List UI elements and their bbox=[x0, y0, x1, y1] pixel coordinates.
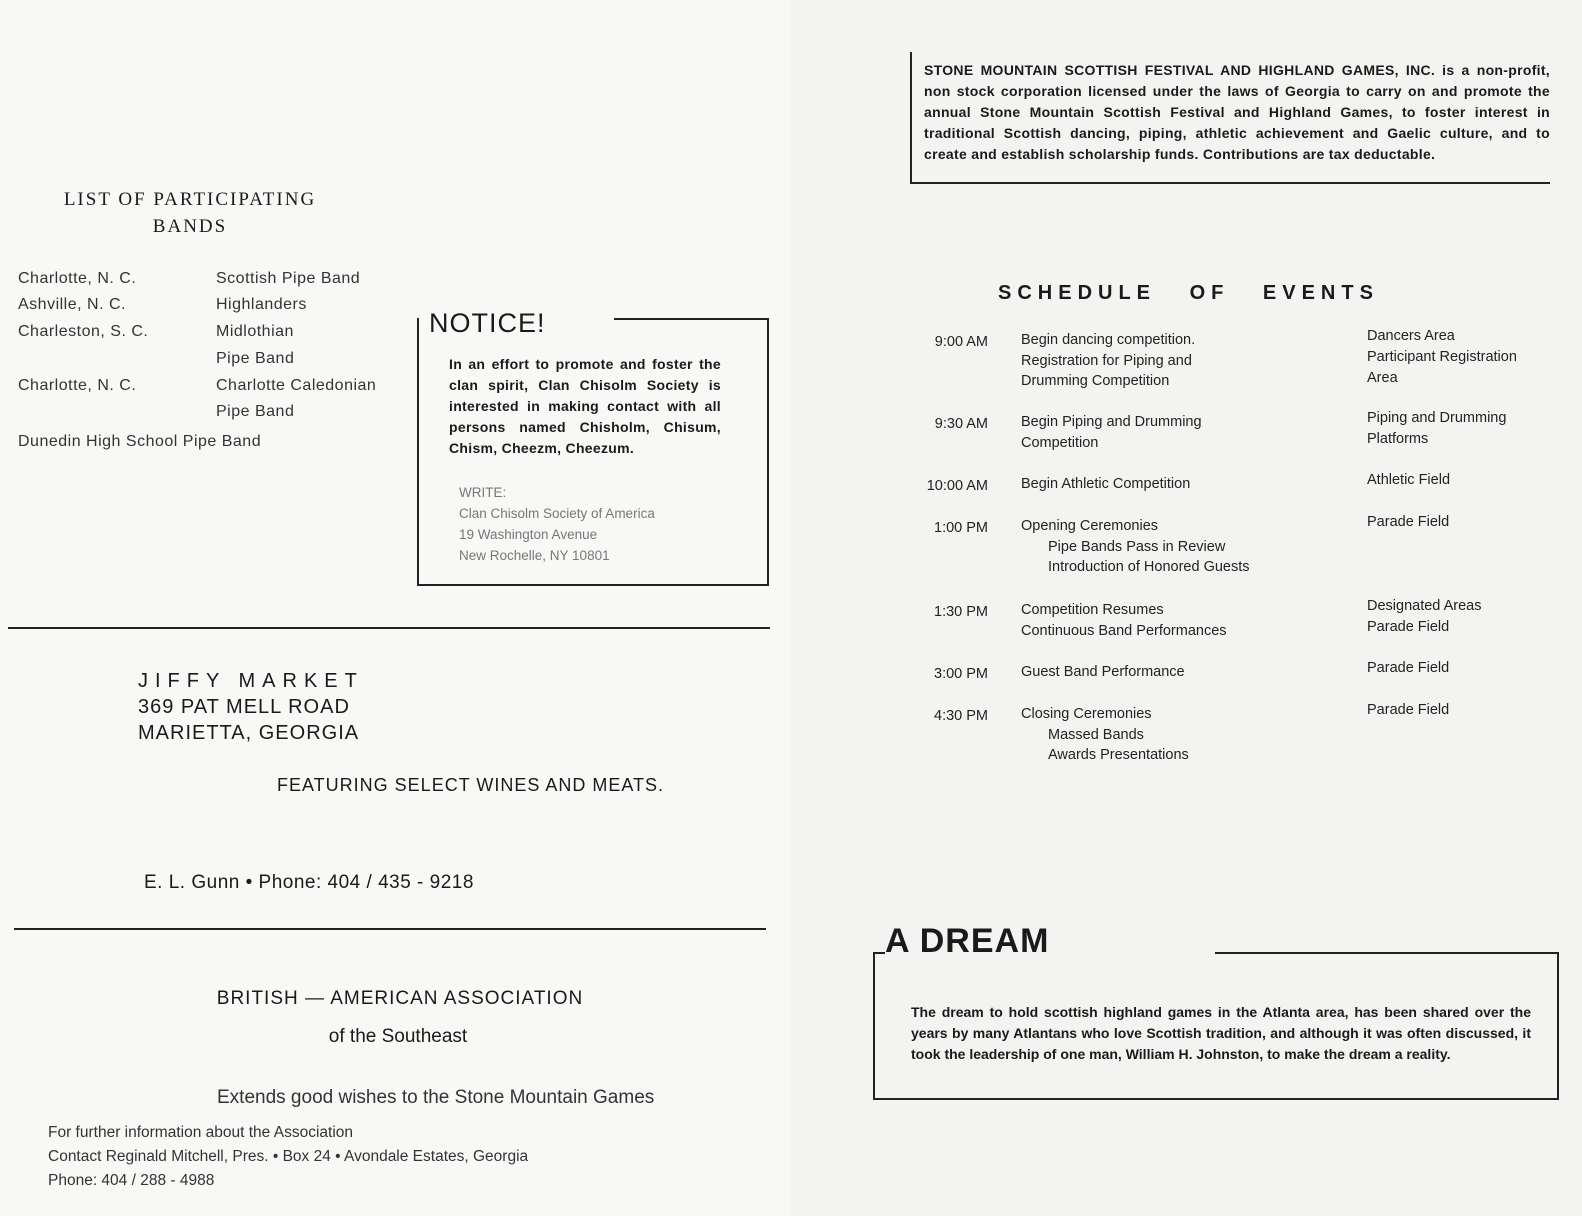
info-line: Phone: 404 / 288 - 4988 bbox=[48, 1172, 215, 1189]
event-time: 10:00 AM bbox=[926, 478, 988, 494]
bands-title-line1: LIST OF PARTICIPATING bbox=[63, 189, 317, 210]
bands-title bbox=[40, 186, 340, 240]
event-location: Parade Field bbox=[1367, 702, 1450, 718]
event-time: 9:30 AM bbox=[934, 416, 988, 432]
event-subitem: Awards Presentations bbox=[1048, 747, 1189, 763]
band-city: Charleston, S. C. bbox=[18, 323, 149, 340]
left-page bbox=[0, 0, 790, 1216]
notice-box bbox=[417, 308, 769, 586]
jiffy-name: JIFFY MARKET bbox=[138, 670, 364, 692]
info-line: For further information about the Association bbox=[48, 1124, 353, 1141]
event-time: 1:00 PM bbox=[934, 520, 988, 536]
event-time: 9:00 AM bbox=[934, 334, 988, 350]
event-description: Guest Band Performance bbox=[1021, 664, 1185, 680]
event-time: 1:30 PM bbox=[934, 604, 988, 620]
jiffy-city: MARIETTA, GEORGIA bbox=[138, 722, 360, 744]
address-line: New Rochelle, NY 10801 bbox=[459, 548, 610, 563]
divider bbox=[614, 318, 767, 320]
event-location: Athletic Field bbox=[1367, 472, 1451, 488]
event-subitem: Massed Bands bbox=[1048, 726, 1144, 743]
event-description: Drumming Competition bbox=[1021, 373, 1170, 389]
band-city: Charlotte, N. C. bbox=[18, 270, 137, 287]
british-wishes: Extends good wishes to the Stone Mountain Games bbox=[217, 1087, 655, 1108]
event-location: Parade Field bbox=[1367, 660, 1450, 676]
write-label: WRITE: bbox=[459, 485, 507, 500]
event-description: Continuous Band Performances bbox=[1021, 622, 1227, 639]
band-name: Pipe Band bbox=[216, 403, 295, 420]
jiffy-tagline: FEATURING SELECT WINES AND MEATS. bbox=[277, 775, 665, 795]
british-info bbox=[48, 1121, 528, 1193]
event-description: Closing Ceremonies bbox=[1021, 706, 1152, 722]
event-description: Competition Resumes bbox=[1021, 602, 1164, 618]
event-time: 4:30 PM bbox=[934, 708, 988, 724]
event-location: Parade Field bbox=[1367, 514, 1450, 530]
dream-box bbox=[873, 922, 1559, 1100]
dream-title: A DREAM bbox=[885, 922, 1050, 960]
event-description: Opening Ceremonies bbox=[1021, 518, 1159, 534]
band-name: Highlanders bbox=[216, 296, 307, 313]
divider bbox=[14, 928, 766, 930]
corporation-statement: STONE MOUNTAIN SCOTTISH FESTIVAL AND HIGHLAND GAMES, INC. is a non-profit, non stock corporation licensed under the laws of Georgia to carry on and promote the annual Stone Mountain Scottish Festival and Highland Games, to foster interest in traditional Scottish dancing, piping, athletic achievement and Gaelic culture, and to create and establish scholarship funds. Contributions are tax deductable. bbox=[910, 52, 1550, 184]
divider bbox=[1215, 952, 1557, 954]
notice-address bbox=[459, 482, 655, 566]
schedule-title: SCHEDULE OF EVENTS bbox=[998, 282, 1379, 304]
jiffy-market-ad bbox=[138, 668, 364, 746]
event-time: 3:00 PM bbox=[934, 666, 988, 682]
info-line: Contact Reginald Mitchell, Pres. • Box 24 • Avondale Estates, Georgia bbox=[48, 1148, 529, 1165]
event-description: Competition bbox=[1021, 434, 1099, 451]
band-name: Midlothian bbox=[216, 323, 294, 340]
address-line: Clan Chisolm Society of America bbox=[459, 506, 655, 521]
event-description: Begin Piping and Drumming bbox=[1021, 414, 1202, 430]
british-title: BRITISH — AMERICAN ASSOCIATION bbox=[216, 988, 584, 1009]
event-location: Participant Registration bbox=[1367, 349, 1517, 365]
british-subtitle: of the Southeast bbox=[328, 1026, 468, 1047]
band-city: Charlotte, N. C. bbox=[18, 377, 137, 394]
notice-body: In an effort to promote and foster the clan spirit, Clan Chisolm Society is interested in making contact with all persons named Chisholm, Chisum, Chism, Cheezm, Cheezum. bbox=[449, 356, 721, 456]
band-city: Dunedin High School Pipe Band bbox=[18, 433, 262, 450]
dream-body: The dream to hold scottish highland games in the Atlanta area, has been shared over the years by many Atlantans who love Scottish tradition, and although it was often discussed, it took the leadership of one man, William H. Johnston, to make the dream a reality. bbox=[911, 1004, 1531, 1062]
event-location: Dancers Area bbox=[1367, 328, 1455, 344]
divider bbox=[8, 627, 770, 629]
event-location: Parade Field bbox=[1367, 619, 1450, 635]
jiffy-contact: E. L. Gunn • Phone: 404 / 435 - 9218 bbox=[144, 872, 474, 893]
event-description: Registration for Piping and bbox=[1021, 352, 1192, 369]
jiffy-street: 369 PAT MELL ROAD bbox=[138, 696, 350, 718]
bands-title-line2: BANDS bbox=[152, 216, 228, 237]
event-subitem: Introduction of Honored Guests bbox=[1048, 559, 1250, 575]
divider bbox=[875, 952, 885, 954]
event-description: Begin dancing competition. bbox=[1021, 332, 1196, 348]
event-subitem: Pipe Bands Pass in Review bbox=[1048, 538, 1226, 555]
band-name: Scottish Pipe Band bbox=[216, 270, 361, 287]
event-description: Begin Athletic Competition bbox=[1021, 476, 1191, 492]
notice-title: NOTICE! bbox=[429, 308, 546, 338]
band-name: Pipe Band bbox=[216, 350, 295, 367]
event-location: Area bbox=[1367, 370, 1398, 386]
band-city: Ashville, N. C. bbox=[18, 296, 126, 313]
address-line: 19 Washington Avenue bbox=[459, 527, 598, 542]
band-name: Charlotte Caledonian bbox=[216, 377, 377, 394]
event-location: Platforms bbox=[1367, 431, 1429, 447]
event-location: Designated Areas bbox=[1367, 598, 1482, 614]
event-location: Piping and Drumming bbox=[1367, 410, 1507, 426]
